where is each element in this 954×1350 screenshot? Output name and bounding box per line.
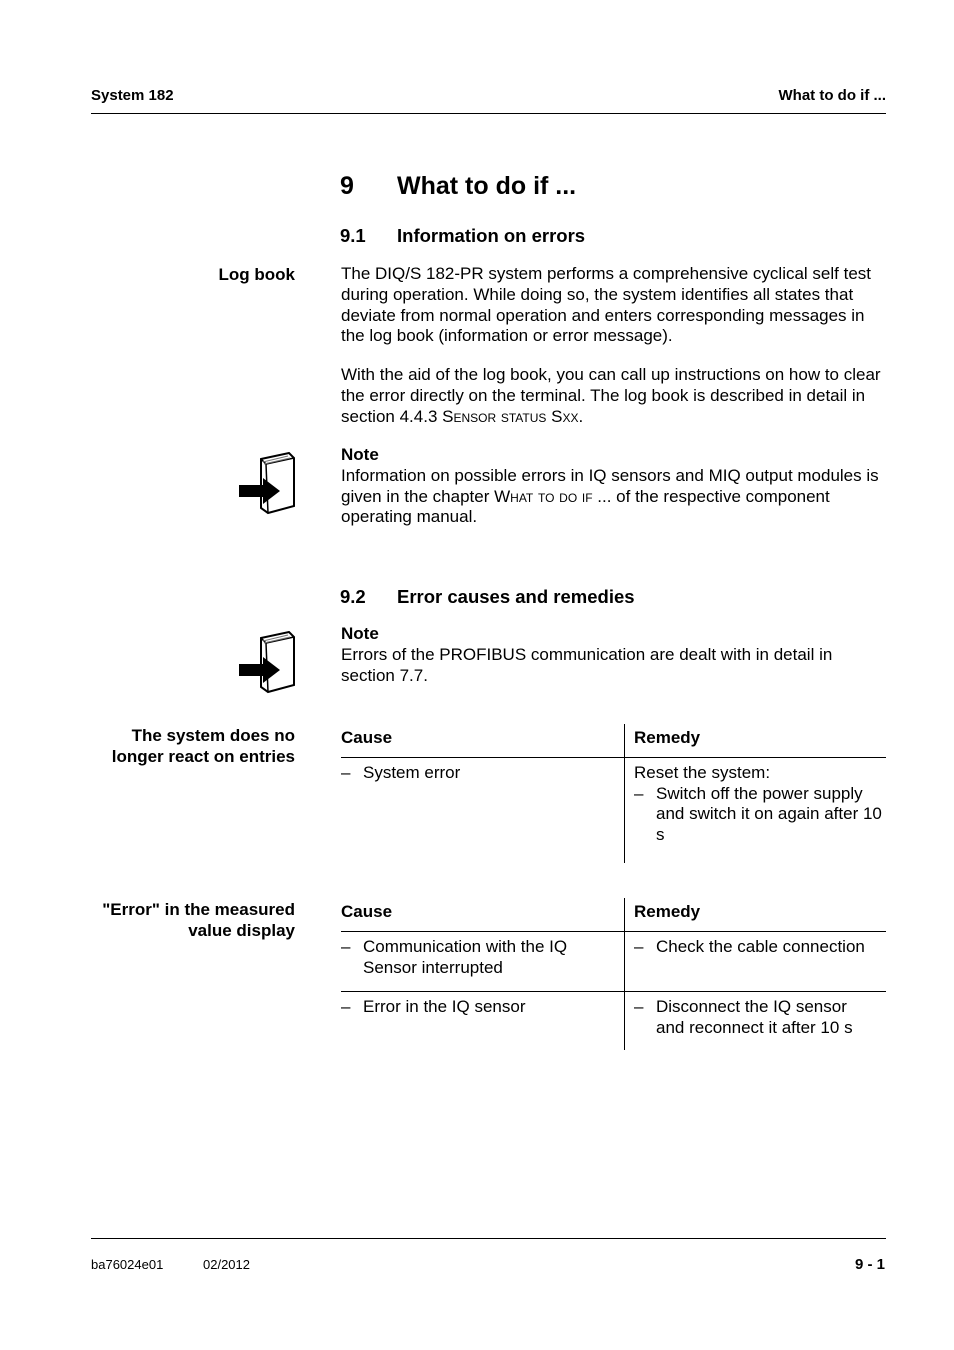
column-header-cause: Cause [341,724,625,757]
column-header-cause: Cause [341,898,625,931]
manual-reference-icon [237,631,297,697]
table-row [341,992,886,1050]
cross-reference: Sensor status Sxx [442,406,579,426]
remedy-intro: Reset the system: [634,762,771,782]
note-text-part: Information on possible errors in IQ sensors and MIQ output modules is given in the chapter [341,465,879,506]
side-label-no-reaction [65,725,295,767]
section-heading-9-1 [340,225,585,247]
paragraph-text: With the aid of the log book, you can call up instructions on how to clear the error directly on the terminal. The log book is described in detail in section 4.4.3 [341,365,881,426]
side-label-line: value display [188,921,295,940]
cause-cell [341,992,625,1050]
chapter-title [340,172,576,201]
side-label-line: The system does no [131,726,295,745]
manual-reference-icon [237,452,297,518]
running-header-right: What to do if ... [778,87,886,104]
cause-text: Communication with the IQ Sensor interrupted [363,936,568,977]
header-rule [91,113,886,114]
section-number: 9.1 [340,225,366,246]
side-label-log-book: Log book [218,265,295,284]
paragraph-log-book [341,365,886,427]
table-header-row [341,724,886,757]
chapter-title-text: What to do if ... [397,172,577,200]
remedy-text: Check the cable connection [656,936,865,956]
footer-doc-id: ba76024e01 [91,1257,164,1272]
column-header-remedy: Remedy [625,898,887,931]
remedy-cell [625,757,887,863]
list-dash: – [634,783,644,803]
section-heading-9-2 [340,586,635,608]
cross-reference: What to do if [494,486,593,506]
note-profibus [341,624,886,686]
remedy-cell [625,931,887,992]
remedy-text: Disconnect the IQ sensor and reconnect it after 10 s [656,997,853,1038]
table-error-display [341,898,886,1050]
note-text [341,466,886,528]
cause-text: Error in the IQ sensor [363,997,526,1017]
list-dash: – [341,997,351,1017]
chapter-number: 9 [340,172,354,200]
cause-text: System error [363,762,461,782]
side-label-line: longer react on entries [111,747,295,766]
column-header-remedy: Remedy [625,724,887,757]
section-title: Information on errors [397,225,586,246]
remedy-cell [625,992,887,1050]
note-text: Errors of the PROFIBUS communication are dealt with in detail in section 7.7. [341,644,833,685]
note-title: Note [341,624,379,643]
page-number: 9 - 1 [854,1256,885,1273]
note-errors-iq-sensors [341,445,886,528]
table-row [341,757,886,863]
paragraph-text: . [578,406,584,426]
footer-rule [91,1238,886,1239]
footer-date: 02/2012 [203,1257,250,1272]
table-header-row [341,898,886,931]
running-header-left: System 182 [91,87,174,104]
cause-cell [341,931,625,992]
cause-cell [341,757,625,863]
table-no-reaction [341,724,886,863]
note-text-part: ... of the respective component operating manual. [341,486,830,527]
list-dash: – [634,997,644,1017]
list-dash: – [341,762,351,782]
remedy-text: Switch off the power supply and switch it on again after 10 s [656,783,882,845]
side-label-line: "Error" in the measured [102,900,295,919]
section-title: Error causes and remedies [397,586,635,607]
table-row [341,931,886,992]
list-dash: – [634,936,644,956]
list-dash: – [341,936,351,956]
note-title: Note [341,445,379,464]
section-number: 9.2 [340,586,366,607]
side-label-error-display [65,899,295,941]
paragraph-self-test: The DIQ/S 182-PR system performs a comprehensive cyclical self test during operation. While doing so, the system identifies all states that deviate from normal operation and enters corresponding messages in the log book (information or error message). [341,264,872,346]
